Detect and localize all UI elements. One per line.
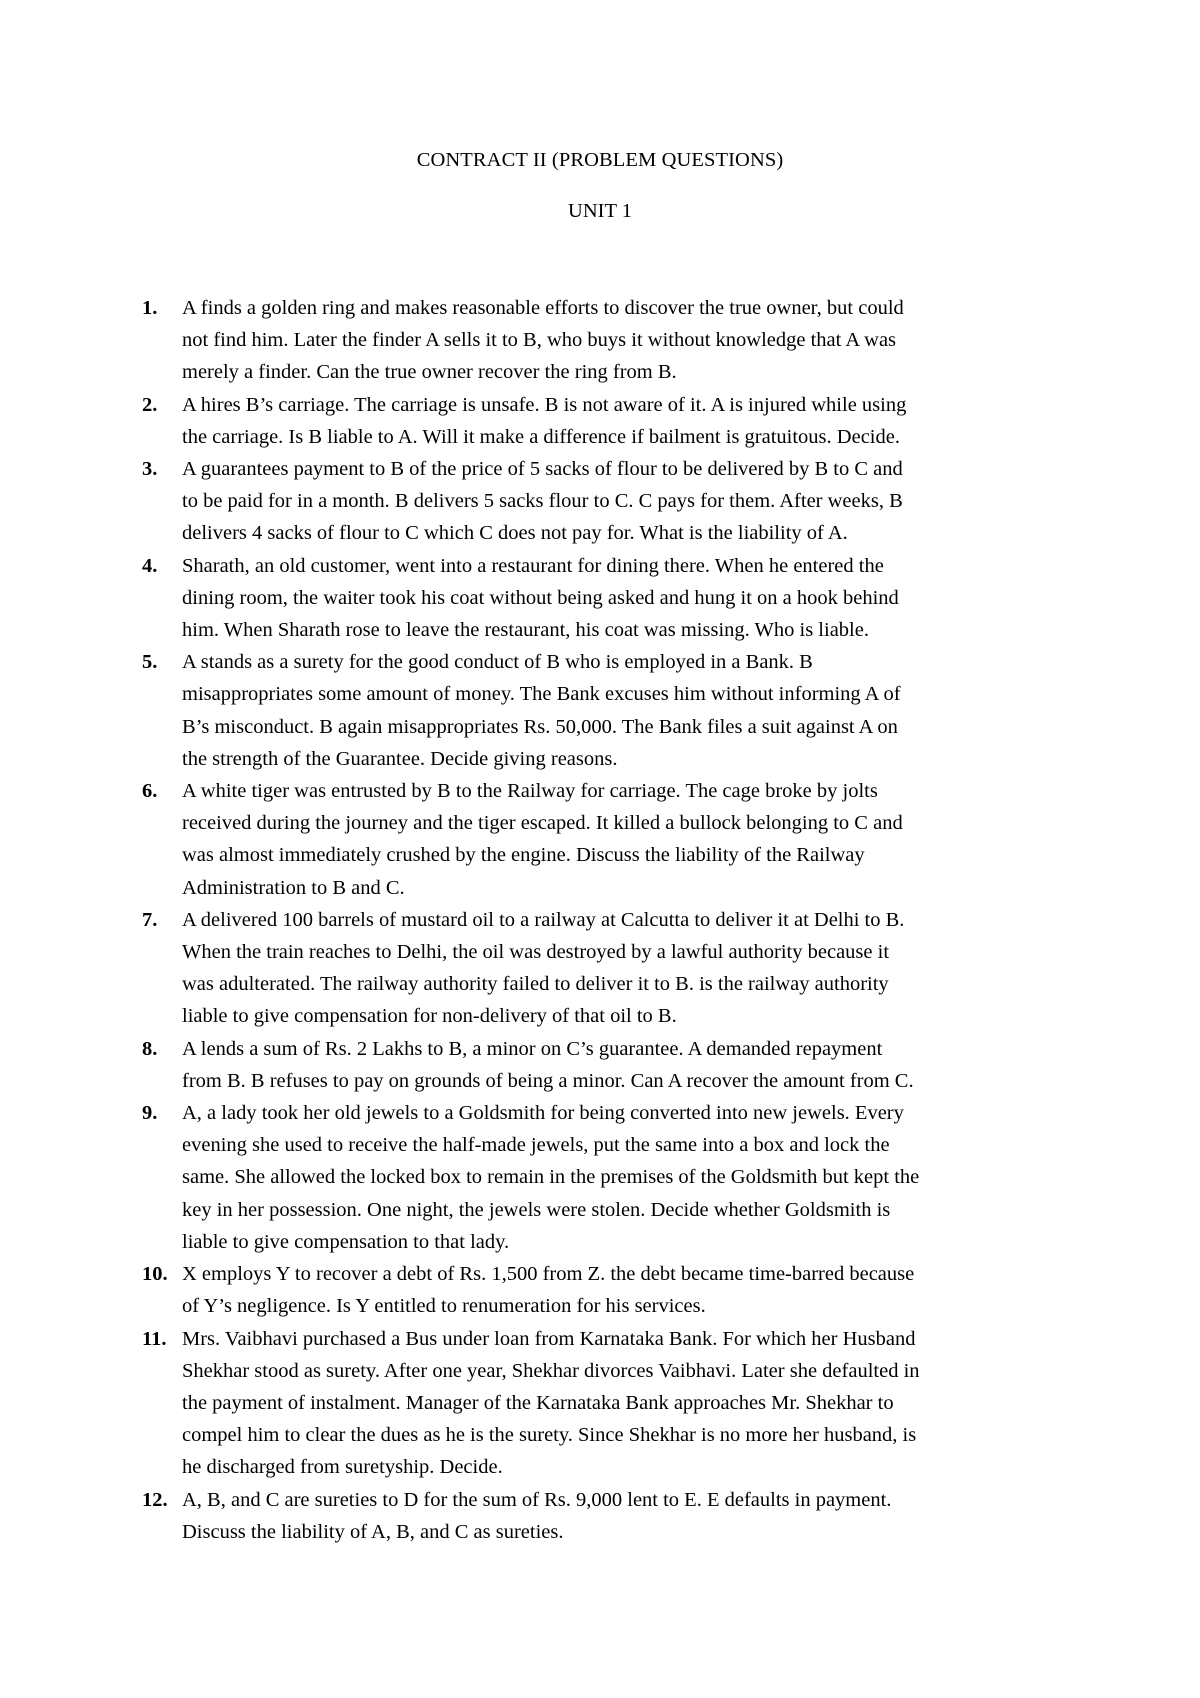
question-number: 8.: [142, 1037, 158, 1060]
question-text: [182, 292, 1072, 389]
question-line: not find him. Later the finder A sells it to B, who buys it without knowledge that A was: [182, 329, 897, 352]
question-line: A stands as a surety for the good conduct of B who is employed in a Bank. B: [182, 651, 813, 674]
question-number: 11.: [142, 1327, 167, 1350]
question-line: liable to give compensation for non-delivery of that oil to B.: [182, 1005, 677, 1028]
question-text: [182, 775, 1072, 904]
question-number: 7.: [142, 908, 158, 931]
question-item: [142, 292, 1072, 389]
question-line: evening she used to receive the half-made jewels, put the same into a box and lock the: [182, 1134, 890, 1157]
question-line: A guarantees payment to B of the price of 5 sacks of flour to be delivered by B to C and: [182, 458, 903, 481]
question-line: misappropriates some amount of money. The Bank excuses him without informing A of: [182, 683, 901, 706]
question-number: 12.: [142, 1488, 168, 1511]
question-line: dining room, the waiter took his coat without being asked and hung it on a hook behind: [182, 586, 899, 609]
question-text: [182, 1484, 1072, 1548]
question-line: A, a lady took her old jewels to a Goldsmith for being converted into new jewels. Every: [182, 1102, 904, 1125]
document-title: CONTRACT II (PROBLEM QUESTIONS): [416, 149, 784, 171]
question-line: to be paid for in a month. B delivers 5 sacks flour to C. C pays for them. After weeks, B: [182, 490, 903, 513]
question-line: Shekhar stood as surety. After one year, Shekhar divorces Vaibhavi. Later she defaulted in: [182, 1359, 920, 1382]
question-line: received during the journey and the tiger escaped. It killed a bullock belonging to C and: [182, 812, 903, 835]
question-list: [142, 292, 1072, 1548]
question-line: the strength of the Guarantee. Decide giving reasons.: [182, 747, 618, 770]
question-item: [142, 1097, 1072, 1258]
question-line: A lends a sum of Rs. 2 Lakhs to B, a minor on C’s guarantee. A demanded repayment: [182, 1037, 883, 1060]
question-line: delivers 4 sacks of flour to C which C does not pay for. What is the liability of A.: [182, 522, 848, 545]
question-number: 4.: [142, 554, 158, 577]
question-number: 1.: [142, 297, 158, 319]
question-number: 3.: [142, 458, 158, 481]
question-line: A, B, and C are sureties to D for the sum of Rs. 9,000 lent to E. E defaults in payment.: [182, 1488, 892, 1511]
question-number: 6.: [142, 780, 158, 803]
question-line: of Y’s negligence. Is Y entitled to renumeration for his services.: [182, 1295, 706, 1318]
question-text: [182, 550, 1072, 647]
question-line: A white tiger was entrusted by B to the Railway for carriage. The cage broke by jolts: [182, 780, 878, 803]
question-item: [142, 453, 1072, 550]
question-line: A finds a golden ring and makes reasonable efforts to discover the true owner, but could: [182, 297, 904, 319]
question-line: merely a finder. Can the true owner recover the ring from B.: [182, 361, 677, 384]
question-number: 10.: [142, 1263, 168, 1286]
question-line: X employs Y to recover a debt of Rs. 1,500 from Z. the debt became time-barred because: [182, 1263, 915, 1286]
unit-heading: UNIT 1: [568, 200, 632, 222]
question-item: [142, 1484, 1072, 1548]
question-text: [182, 904, 1072, 1033]
question-number: 5.: [142, 651, 158, 674]
question-text: [182, 1258, 1072, 1322]
question-line: from B. B refuses to pay on grounds of being a minor. Can A recover the amount from C.: [182, 1069, 914, 1092]
question-item: [142, 904, 1072, 1033]
question-text: [182, 1323, 1072, 1484]
question-item: [142, 775, 1072, 904]
question-text: [182, 1033, 1072, 1097]
question-line: liable to give compensation to that lady.: [182, 1230, 510, 1253]
question-line: the carriage. Is B liable to A. Will it make a difference if bailment is gratuitous. Decide.: [182, 425, 900, 448]
question-item: [142, 389, 1072, 453]
question-line: the payment of instalment. Manager of the Karnataka Bank approaches Mr. Shekhar to: [182, 1391, 894, 1414]
question-line: compel him to clear the dues as he is the surety. Since Shekhar is no more her husband, is: [182, 1424, 917, 1447]
question-line: Administration to B and C.: [182, 876, 405, 899]
question-line: key in her possession. One night, the jewels were stolen. Decide whether Goldsmith is: [182, 1198, 891, 1221]
question-line: A hires B’s carriage. The carriage is unsafe. B is not aware of it. A is injured while using: [182, 393, 907, 416]
question-line: him. When Sharath rose to leave the restaurant, his coat was missing. Who is liable.: [182, 619, 869, 642]
question-number: 2.: [142, 393, 158, 416]
question-text: [182, 646, 1072, 775]
question-line: A delivered 100 barrels of mustard oil to a railway at Calcutta to deliver it at Delhi to B.: [182, 908, 905, 931]
question-item: [142, 646, 1072, 775]
question-text: [182, 389, 1072, 453]
question-text: [182, 453, 1072, 550]
question-line: Mrs. Vaibhavi purchased a Bus under loan from Karnataka Bank. For which her Husband: [182, 1327, 916, 1350]
question-item: [142, 550, 1072, 647]
question-line: When the train reaches to Delhi, the oil was destroyed by a lawful authority because it: [182, 941, 890, 964]
question-text: [182, 1097, 1072, 1258]
question-item: [142, 1323, 1072, 1484]
question-line: Discuss the liability of A, B, and C as sureties.: [182, 1520, 564, 1543]
question-item: [142, 1033, 1072, 1097]
question-item: [142, 1258, 1072, 1322]
question-line: was almost immediately crushed by the engine. Discuss the liability of the Railway: [182, 844, 865, 867]
question-line: Sharath, an old customer, went into a restaurant for dining there. When he entered the: [182, 554, 884, 577]
question-line: was adulterated. The railway authority failed to deliver it to B. is the railway authority: [182, 973, 889, 996]
question-number: 9.: [142, 1102, 158, 1125]
question-line: he discharged from suretyship. Decide.: [182, 1456, 503, 1479]
question-line: B’s misconduct. B again misappropriates Rs. 50,000. The Bank files a suit against A on: [182, 715, 898, 738]
question-line: same. She allowed the locked box to remain in the premises of the Goldsmith but kept the: [182, 1166, 920, 1189]
